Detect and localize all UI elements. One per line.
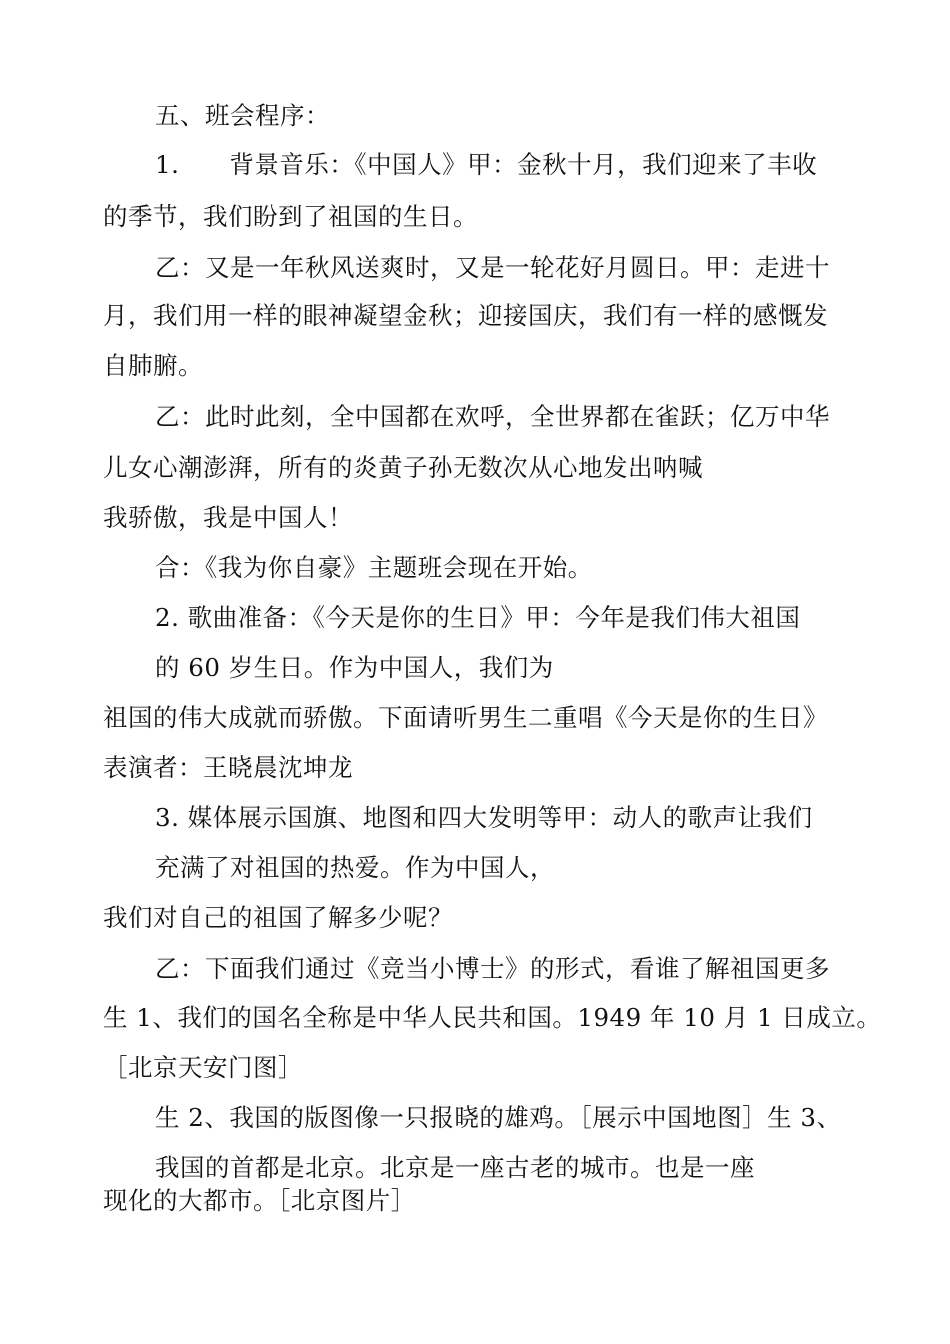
text-line: 生 1、我们的国名全称是中华人民共和国。1949 年 10 月 1 日成立。 [103, 1003, 882, 1032]
text-line: 我国的首都是北京。北京是一座古老的城市。也是一座 [155, 1153, 755, 1182]
text-line: 祖国的伟大成就而骄傲。下面请听男生二重唱《今天是你的生日》 [103, 703, 828, 732]
text-line: 合：《我为你自豪》主题班会现在开始。 [155, 553, 593, 582]
text-line: 儿女心潮澎湃，所有的炎黄子孙无数次从心地发出呐喊 [103, 453, 703, 482]
text-line: 表演者：王晓晨沈坤龙 [103, 753, 353, 782]
text-line: 我们对自己的祖国了解多少呢？ [103, 903, 453, 932]
text-line: 乙：下面我们通过《竞当小博士》的形式，看谁了解祖国更多 [155, 954, 830, 983]
text-line: 生 2、我国的版图像一只报晓的雄鸡。［展示中国地图］生 3、 [155, 1103, 842, 1132]
text-line: 乙：此时此刻，全中国都在欢呼，全世界都在雀跃；亿万中华 [155, 402, 830, 431]
section-heading: 五、班会程序： [155, 101, 330, 130]
text-line: 的季节，我们盼到了祖国的生日。 [103, 202, 478, 231]
text-line: 现化的大都市。［北京图片］ [103, 1186, 416, 1215]
text-line: 月，我们用一样的眼神凝望金秋；迎接国庆，我们有一样的感慨发 [103, 301, 828, 330]
text-line: 1. 背景音乐：《中国人》甲：金秋十月，我们迎来了丰收 [155, 150, 818, 179]
text-line: 的 60 岁生日。作为中国人，我们为 [155, 653, 554, 682]
text-line: ［北京天安门图］ [103, 1053, 303, 1082]
text-line: 充满了对祖国的热爱。作为中国人， [155, 853, 555, 882]
text-line: 我骄傲，我是中国人！ [103, 503, 353, 532]
text-line: 2. 歌曲准备：《今天是你的生日》甲：今年是我们伟大祖国 [155, 603, 801, 632]
text-line: 自肺腑。 [103, 351, 203, 380]
text-line: 3. 媒体展示国旗、地图和四大发明等甲：动人的歌声让我们 [155, 803, 813, 832]
text-line: 乙：又是一年秋风送爽时，又是一轮花好月圆日。甲：走进十 [155, 253, 830, 282]
